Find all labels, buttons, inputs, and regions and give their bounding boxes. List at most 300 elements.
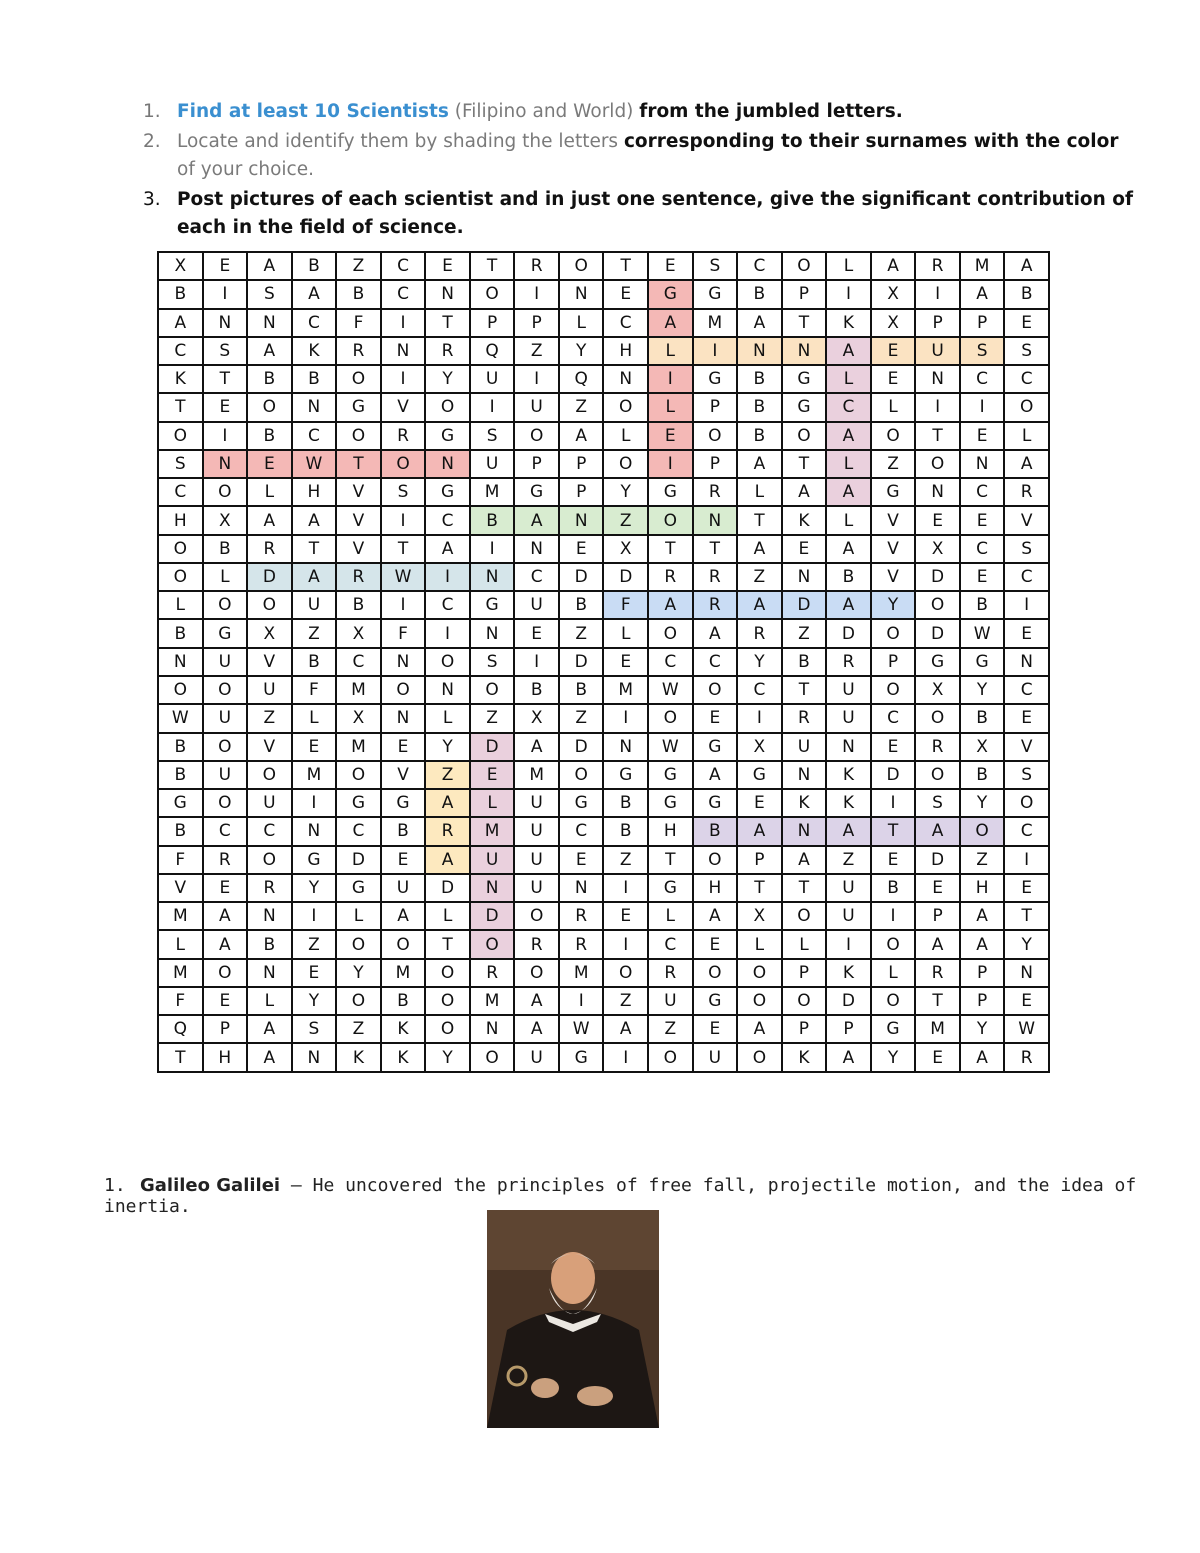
grid-letter[interactable]: P (915, 902, 960, 930)
grid-letter[interactable]: D (826, 619, 871, 647)
grid-letter[interactable]: U (470, 846, 515, 874)
grid-letter[interactable]: H (960, 874, 1005, 902)
grid-letter[interactable]: E (1004, 987, 1049, 1015)
grid-letter[interactable]: I (559, 987, 604, 1015)
grid-letter[interactable]: G (693, 280, 738, 308)
grid-letter[interactable]: A (737, 535, 782, 563)
grid-letter[interactable]: W (1004, 1015, 1049, 1043)
grid-letter[interactable]: I (871, 902, 916, 930)
grid-letter[interactable]: O (1004, 393, 1049, 421)
grid-letter[interactable]: O (514, 959, 559, 987)
grid-letter[interactable]: I (603, 704, 648, 732)
grid-letter[interactable]: E (603, 902, 648, 930)
grid-letter[interactable]: C (737, 676, 782, 704)
grid-letter[interactable]: B (158, 619, 203, 647)
grid-letter[interactable]: I (826, 280, 871, 308)
grid-letter[interactable]: A (514, 1015, 559, 1043)
grid-letter[interactable]: A (292, 280, 337, 308)
grid-letter[interactable]: W (381, 563, 426, 591)
grid-letter[interactable]: B (960, 761, 1005, 789)
grid-letter[interactable]: N (782, 337, 827, 365)
grid-letter[interactable]: L (648, 902, 693, 930)
grid-letter[interactable]: Z (559, 393, 604, 421)
grid-letter[interactable]: E (648, 252, 693, 280)
grid-letter[interactable]: G (292, 846, 337, 874)
grid-letter[interactable]: V (381, 393, 426, 421)
grid-letter[interactable]: Z (336, 252, 381, 280)
grid-letter[interactable]: P (737, 846, 782, 874)
grid-letter[interactable]: I (203, 280, 248, 308)
grid-letter[interactable]: K (826, 959, 871, 987)
grid-letter[interactable]: R (559, 930, 604, 958)
grid-letter[interactable]: I (203, 422, 248, 450)
grid-letter[interactable]: I (915, 393, 960, 421)
grid-letter[interactable]: U (648, 987, 693, 1015)
grid-letter[interactable]: O (381, 676, 426, 704)
grid-letter[interactable]: N (203, 450, 248, 478)
grid-letter[interactable]: O (648, 506, 693, 534)
grid-letter[interactable]: Q (470, 337, 515, 365)
grid-letter[interactable]: B (158, 733, 203, 761)
grid-letter[interactable]: Y (960, 676, 1005, 704)
grid-letter[interactable]: Y (336, 959, 381, 987)
grid-letter[interactable]: U (826, 676, 871, 704)
grid-letter[interactable]: R (514, 930, 559, 958)
grid-letter[interactable]: S (203, 337, 248, 365)
grid-letter[interactable]: X (514, 704, 559, 732)
grid-letter[interactable]: A (203, 902, 248, 930)
grid-letter[interactable]: F (336, 309, 381, 337)
grid-letter[interactable]: P (960, 987, 1005, 1015)
grid-letter[interactable]: C (871, 704, 916, 732)
grid-letter[interactable]: A (737, 309, 782, 337)
grid-letter[interactable]: O (737, 1043, 782, 1071)
grid-letter[interactable]: B (292, 648, 337, 676)
grid-letter[interactable]: Z (648, 1015, 693, 1043)
grid-letter[interactable]: P (693, 393, 738, 421)
grid-letter[interactable]: B (247, 930, 292, 958)
grid-letter[interactable]: G (425, 422, 470, 450)
grid-letter[interactable]: N (470, 1015, 515, 1043)
grid-letter[interactable]: A (826, 422, 871, 450)
grid-letter[interactable]: M (292, 761, 337, 789)
grid-letter[interactable]: Y (292, 987, 337, 1015)
grid-letter[interactable]: Z (737, 563, 782, 591)
grid-letter[interactable]: Z (871, 450, 916, 478)
grid-letter[interactable]: O (203, 478, 248, 506)
grid-letter[interactable]: A (247, 252, 292, 280)
grid-letter[interactable]: X (871, 309, 916, 337)
grid-letter[interactable]: E (203, 252, 248, 280)
grid-letter[interactable]: T (603, 252, 648, 280)
grid-letter[interactable]: O (247, 393, 292, 421)
grid-letter[interactable]: T (915, 987, 960, 1015)
grid-letter[interactable]: D (470, 733, 515, 761)
grid-letter[interactable]: G (603, 761, 648, 789)
grid-letter[interactable]: E (425, 252, 470, 280)
grid-letter[interactable]: D (782, 591, 827, 619)
grid-letter[interactable]: C (1004, 676, 1049, 704)
grid-letter[interactable]: I (381, 506, 426, 534)
grid-letter[interactable]: N (425, 280, 470, 308)
grid-letter[interactable]: B (603, 789, 648, 817)
grid-letter[interactable]: Y (737, 648, 782, 676)
grid-letter[interactable]: O (603, 959, 648, 987)
grid-letter[interactable]: T (693, 535, 738, 563)
grid-letter[interactable]: A (559, 422, 604, 450)
grid-letter[interactable]: W (559, 1015, 604, 1043)
grid-letter[interactable]: L (826, 252, 871, 280)
grid-letter[interactable]: K (782, 506, 827, 534)
grid-letter[interactable]: Z (603, 987, 648, 1015)
grid-letter[interactable]: S (247, 280, 292, 308)
grid-letter[interactable]: B (1004, 280, 1049, 308)
grid-letter[interactable]: Y (292, 874, 337, 902)
grid-letter[interactable]: A (381, 902, 426, 930)
grid-letter[interactable]: B (559, 676, 604, 704)
grid-letter[interactable]: U (514, 874, 559, 902)
grid-letter[interactable]: N (826, 733, 871, 761)
grid-letter[interactable]: N (559, 506, 604, 534)
grid-letter[interactable]: C (381, 280, 426, 308)
grid-letter[interactable]: O (203, 789, 248, 817)
grid-letter[interactable]: A (826, 337, 871, 365)
grid-letter[interactable]: N (782, 761, 827, 789)
grid-letter[interactable]: L (336, 902, 381, 930)
grid-letter[interactable]: I (693, 337, 738, 365)
grid-letter[interactable]: Y (960, 1015, 1005, 1043)
grid-letter[interactable]: O (871, 676, 916, 704)
grid-letter[interactable]: E (871, 365, 916, 393)
grid-letter[interactable]: Z (603, 846, 648, 874)
grid-letter[interactable]: T (737, 506, 782, 534)
grid-letter[interactable]: K (782, 1043, 827, 1071)
grid-letter[interactable]: G (336, 393, 381, 421)
grid-letter[interactable]: A (648, 309, 693, 337)
grid-letter[interactable]: G (693, 365, 738, 393)
grid-letter[interactable]: E (470, 761, 515, 789)
grid-letter[interactable]: E (782, 535, 827, 563)
grid-letter[interactable]: U (203, 704, 248, 732)
grid-letter[interactable]: N (960, 450, 1005, 478)
grid-letter[interactable]: R (381, 422, 426, 450)
grid-letter[interactable]: N (559, 874, 604, 902)
grid-letter[interactable]: B (737, 365, 782, 393)
grid-letter[interactable]: O (470, 1043, 515, 1071)
grid-letter[interactable]: T (203, 365, 248, 393)
grid-letter[interactable]: A (1004, 252, 1049, 280)
grid-letter[interactable]: O (203, 733, 248, 761)
grid-letter[interactable]: X (915, 676, 960, 704)
grid-letter[interactable]: C (336, 648, 381, 676)
grid-letter[interactable]: I (425, 563, 470, 591)
grid-letter[interactable]: B (559, 591, 604, 619)
grid-letter[interactable]: L (1004, 422, 1049, 450)
grid-letter[interactable]: H (203, 1043, 248, 1071)
grid-letter[interactable]: E (603, 280, 648, 308)
grid-letter[interactable]: P (514, 309, 559, 337)
grid-letter[interactable]: M (470, 817, 515, 845)
grid-letter[interactable]: B (737, 393, 782, 421)
grid-letter[interactable]: R (693, 478, 738, 506)
grid-letter[interactable]: A (292, 563, 337, 591)
grid-letter[interactable]: O (336, 761, 381, 789)
grid-letter[interactable]: K (158, 365, 203, 393)
grid-letter[interactable]: L (559, 309, 604, 337)
grid-letter[interactable]: C (960, 535, 1005, 563)
grid-letter[interactable]: P (514, 450, 559, 478)
grid-letter[interactable]: S (693, 252, 738, 280)
grid-letter[interactable]: N (915, 478, 960, 506)
grid-letter[interactable]: X (158, 252, 203, 280)
grid-letter[interactable]: C (158, 337, 203, 365)
grid-letter[interactable]: Y (871, 1043, 916, 1071)
grid-letter[interactable]: N (247, 309, 292, 337)
grid-letter[interactable]: I (871, 789, 916, 817)
grid-letter[interactable]: U (782, 733, 827, 761)
grid-letter[interactable]: R (737, 619, 782, 647)
grid-letter[interactable]: N (158, 648, 203, 676)
grid-letter[interactable]: O (915, 704, 960, 732)
grid-letter[interactable]: O (158, 535, 203, 563)
grid-letter[interactable]: Z (514, 337, 559, 365)
grid-letter[interactable]: Y (871, 591, 916, 619)
grid-letter[interactable]: N (425, 676, 470, 704)
grid-letter[interactable]: C (203, 817, 248, 845)
grid-letter[interactable]: S (292, 1015, 337, 1043)
grid-letter[interactable]: Z (470, 704, 515, 732)
grid-letter[interactable]: L (292, 704, 337, 732)
grid-letter[interactable]: D (915, 619, 960, 647)
grid-letter[interactable]: E (648, 422, 693, 450)
grid-letter[interactable]: M (603, 676, 648, 704)
grid-letter[interactable]: E (203, 393, 248, 421)
grid-letter[interactable]: U (514, 846, 559, 874)
grid-letter[interactable]: R (470, 959, 515, 987)
grid-letter[interactable]: A (915, 817, 960, 845)
grid-letter[interactable]: N (292, 393, 337, 421)
grid-letter[interactable]: L (737, 930, 782, 958)
grid-letter[interactable]: E (559, 535, 604, 563)
grid-letter[interactable]: E (960, 506, 1005, 534)
grid-letter[interactable]: Y (559, 337, 604, 365)
grid-letter[interactable]: B (158, 817, 203, 845)
grid-letter[interactable]: H (648, 817, 693, 845)
grid-letter[interactable]: R (915, 252, 960, 280)
grid-letter[interactable]: I (470, 535, 515, 563)
grid-letter[interactable]: C (425, 506, 470, 534)
grid-letter[interactable]: B (603, 817, 648, 845)
grid-letter[interactable]: R (514, 252, 559, 280)
grid-letter[interactable]: O (782, 422, 827, 450)
grid-letter[interactable]: E (915, 1043, 960, 1071)
grid-letter[interactable]: B (960, 591, 1005, 619)
grid-letter[interactable]: X (603, 535, 648, 563)
grid-letter[interactable]: B (292, 365, 337, 393)
grid-letter[interactable]: N (247, 959, 292, 987)
grid-letter[interactable]: G (381, 789, 426, 817)
grid-letter[interactable]: M (158, 959, 203, 987)
grid-letter[interactable]: E (559, 846, 604, 874)
grid-letter[interactable]: U (915, 337, 960, 365)
grid-letter[interactable]: G (648, 761, 693, 789)
grid-letter[interactable]: C (737, 252, 782, 280)
grid-letter[interactable]: P (693, 450, 738, 478)
grid-letter[interactable]: O (470, 676, 515, 704)
grid-letter[interactable]: L (603, 422, 648, 450)
grid-letter[interactable]: O (425, 393, 470, 421)
grid-letter[interactable]: T (737, 874, 782, 902)
grid-letter[interactable]: N (470, 874, 515, 902)
grid-letter[interactable]: P (871, 648, 916, 676)
grid-letter[interactable]: A (514, 733, 559, 761)
grid-letter[interactable]: L (247, 478, 292, 506)
grid-letter[interactable]: O (648, 619, 693, 647)
grid-letter[interactable]: K (381, 1043, 426, 1071)
grid-letter[interactable]: E (203, 987, 248, 1015)
grid-letter[interactable]: R (826, 648, 871, 676)
grid-letter[interactable]: U (292, 591, 337, 619)
grid-letter[interactable]: G (871, 478, 916, 506)
grid-letter[interactable]: G (559, 789, 604, 817)
grid-letter[interactable]: A (960, 1043, 1005, 1071)
grid-letter[interactable]: C (381, 252, 426, 280)
grid-letter[interactable]: U (826, 902, 871, 930)
grid-letter[interactable]: M (559, 959, 604, 987)
grid-letter[interactable]: E (292, 959, 337, 987)
grid-letter[interactable]: U (826, 874, 871, 902)
grid-letter[interactable]: M (381, 959, 426, 987)
grid-letter[interactable]: T (1004, 902, 1049, 930)
grid-letter[interactable]: N (292, 817, 337, 845)
grid-letter[interactable]: F (381, 619, 426, 647)
grid-letter[interactable]: E (514, 619, 559, 647)
grid-letter[interactable]: T (425, 930, 470, 958)
grid-letter[interactable]: P (915, 309, 960, 337)
grid-letter[interactable]: O (915, 591, 960, 619)
grid-letter[interactable]: I (960, 393, 1005, 421)
grid-letter[interactable]: T (425, 309, 470, 337)
grid-letter[interactable]: A (514, 506, 559, 534)
grid-letter[interactable]: C (292, 309, 337, 337)
grid-letter[interactable]: O (693, 422, 738, 450)
grid-letter[interactable]: A (826, 478, 871, 506)
grid-letter[interactable]: B (336, 280, 381, 308)
grid-letter[interactable]: E (292, 733, 337, 761)
grid-letter[interactable]: L (826, 450, 871, 478)
grid-letter[interactable]: O (603, 450, 648, 478)
grid-letter[interactable]: N (1004, 959, 1049, 987)
grid-letter[interactable]: Z (247, 704, 292, 732)
grid-letter[interactable]: R (915, 959, 960, 987)
grid-letter[interactable]: I (292, 789, 337, 817)
grid-letter[interactable]: X (247, 619, 292, 647)
grid-letter[interactable]: O (960, 817, 1005, 845)
grid-letter[interactable]: R (693, 563, 738, 591)
grid-letter[interactable]: A (960, 902, 1005, 930)
grid-letter[interactable]: O (871, 930, 916, 958)
grid-letter[interactable]: Y (425, 1043, 470, 1071)
grid-letter[interactable]: O (425, 648, 470, 676)
grid-letter[interactable]: C (336, 817, 381, 845)
grid-letter[interactable]: A (826, 591, 871, 619)
grid-letter[interactable]: G (737, 761, 782, 789)
grid-letter[interactable]: T (336, 450, 381, 478)
grid-letter[interactable]: M (693, 309, 738, 337)
grid-letter[interactable]: S (960, 337, 1005, 365)
grid-letter[interactable]: O (782, 987, 827, 1015)
grid-letter[interactable]: R (648, 959, 693, 987)
grid-letter[interactable]: G (782, 365, 827, 393)
grid-letter[interactable]: E (871, 733, 916, 761)
grid-letter[interactable]: T (782, 309, 827, 337)
grid-letter[interactable]: P (203, 1015, 248, 1043)
grid-letter[interactable]: O (425, 959, 470, 987)
grid-letter[interactable]: O (871, 987, 916, 1015)
grid-letter[interactable]: B (960, 704, 1005, 732)
grid-letter[interactable]: C (514, 563, 559, 591)
grid-letter[interactable]: M (915, 1015, 960, 1043)
grid-letter[interactable]: V (1004, 733, 1049, 761)
grid-letter[interactable]: R (693, 591, 738, 619)
grid-letter[interactable]: F (158, 987, 203, 1015)
grid-letter[interactable]: E (247, 450, 292, 478)
grid-letter[interactable]: X (737, 902, 782, 930)
grid-letter[interactable]: B (292, 252, 337, 280)
grid-letter[interactable]: C (1004, 563, 1049, 591)
grid-letter[interactable]: O (247, 846, 292, 874)
grid-letter[interactable]: U (470, 450, 515, 478)
grid-letter[interactable]: T (782, 676, 827, 704)
grid-letter[interactable]: N (381, 648, 426, 676)
grid-letter[interactable]: O (648, 1043, 693, 1071)
grid-letter[interactable]: Q (559, 365, 604, 393)
grid-letter[interactable]: Z (960, 846, 1005, 874)
grid-letter[interactable]: M (470, 478, 515, 506)
grid-letter[interactable]: A (782, 478, 827, 506)
grid-letter[interactable]: I (470, 393, 515, 421)
grid-letter[interactable]: E (203, 874, 248, 902)
grid-letter[interactable]: U (247, 789, 292, 817)
grid-letter[interactable]: N (782, 563, 827, 591)
grid-letter[interactable]: T (292, 535, 337, 563)
grid-letter[interactable]: G (648, 280, 693, 308)
grid-letter[interactable]: G (693, 987, 738, 1015)
grid-letter[interactable]: B (336, 591, 381, 619)
grid-letter[interactable]: O (782, 902, 827, 930)
grid-letter[interactable]: N (737, 337, 782, 365)
grid-letter[interactable]: N (915, 365, 960, 393)
grid-letter[interactable]: G (648, 874, 693, 902)
grid-letter[interactable]: G (559, 1043, 604, 1071)
grid-letter[interactable]: N (247, 902, 292, 930)
grid-letter[interactable]: B (247, 422, 292, 450)
grid-letter[interactable]: B (737, 280, 782, 308)
grid-letter[interactable]: U (203, 761, 248, 789)
grid-letter[interactable]: R (559, 902, 604, 930)
grid-letter[interactable]: H (158, 506, 203, 534)
grid-letter[interactable]: Q (158, 1015, 203, 1043)
grid-letter[interactable]: T (158, 393, 203, 421)
grid-letter[interactable]: C (648, 930, 693, 958)
grid-letter[interactable]: D (470, 902, 515, 930)
grid-letter[interactable]: V (336, 535, 381, 563)
grid-letter[interactable]: L (158, 930, 203, 958)
grid-letter[interactable]: K (826, 761, 871, 789)
grid-letter[interactable]: O (203, 676, 248, 704)
grid-letter[interactable]: G (648, 789, 693, 817)
grid-letter[interactable]: A (158, 309, 203, 337)
